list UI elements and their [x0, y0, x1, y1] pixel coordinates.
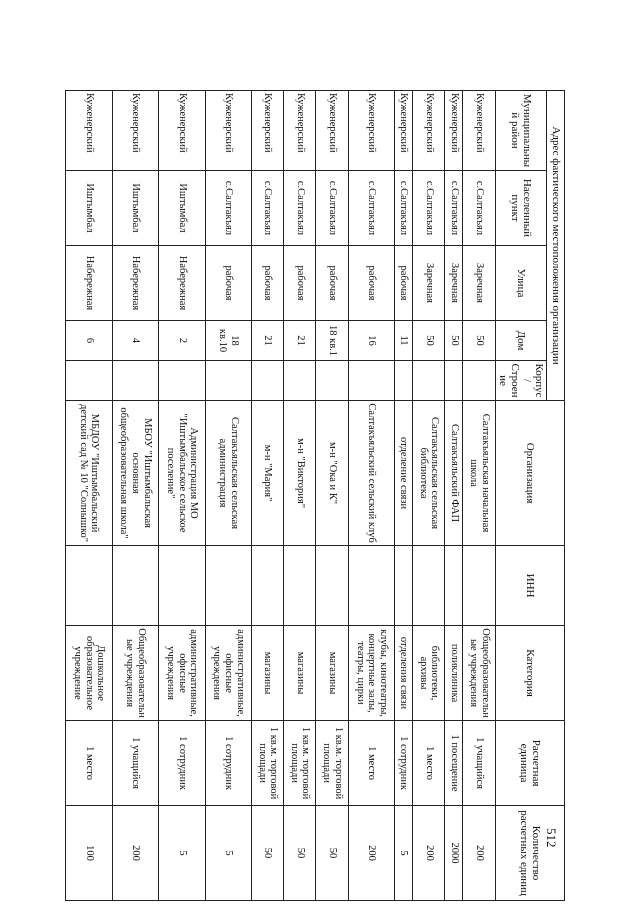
cell-building [445, 361, 463, 401]
cell-unit: 1 место [413, 721, 445, 806]
header-category: Категория [495, 626, 564, 721]
header-building: Корпус/Строение [495, 361, 546, 401]
cell-unit: 1 сотрудник [395, 721, 413, 806]
cell-inn [348, 546, 395, 626]
cell-house: 50 [413, 321, 445, 361]
cell-settlement: с.Салтакъял [205, 171, 252, 246]
cell-inn [112, 546, 159, 626]
cell-category: клубы, кинотеатры, концертные залы, театры, цирки [348, 626, 395, 721]
table-row [463, 91, 495, 901]
cell-count: 5 [395, 806, 413, 901]
cell-category: Дошкольное образовательное учреждение [66, 626, 113, 721]
cell-organization: Администрация МО "Иштымбальское сельское поселение" [159, 401, 206, 546]
cell-building [316, 361, 348, 401]
table-row [445, 91, 463, 901]
cell-street: рабочая [316, 246, 348, 321]
cell-unit: 1 учащийся [112, 721, 159, 806]
cell-inn [395, 546, 413, 626]
table-row [66, 91, 113, 901]
table-body [66, 91, 496, 901]
cell-count: 200 [463, 806, 495, 901]
cell-inn [316, 546, 348, 626]
cell-settlement: Иштымбал [159, 171, 206, 246]
cell-unit: 1 сотрудник [205, 721, 252, 806]
cell-organization: МБДОУ "Иштымбальский детский сад № 10 "Солнышко" [66, 401, 113, 546]
table-row [205, 91, 252, 901]
cell-unit: 1 кв.м. торговой площади [284, 721, 316, 806]
cell-street: рабочая [205, 246, 252, 321]
cell-district: Куженерский [413, 91, 445, 171]
cell-street: рабочая [284, 246, 316, 321]
cell-street: рабочая [348, 246, 395, 321]
header-street: Улица [495, 246, 546, 321]
cell-building [159, 361, 206, 401]
cell-district: Куженерский [395, 91, 413, 171]
cell-district: Куженерский [159, 91, 206, 171]
cell-street: Набережная [159, 246, 206, 321]
cell-inn [284, 546, 316, 626]
header-count: Количество расчетных единиц [495, 806, 564, 901]
cell-organization: Салтакъяльская начальная школа [463, 401, 495, 546]
cell-category: Общеобразовательные учреждения [463, 626, 495, 721]
cell-house: 21 [284, 321, 316, 361]
cell-unit: 1 кв.м. торговой площади [252, 721, 284, 806]
header-unit: Расчетная единица [495, 721, 564, 806]
cell-organization: МБОУ "Иштымбальская основная общеобразовательная школа" [112, 401, 159, 546]
cell-district: Куженерский [252, 91, 284, 171]
cell-district: Куженерский [348, 91, 395, 171]
cell-category: поликлиника [445, 626, 463, 721]
cell-street: Заречная [413, 246, 445, 321]
table-row [395, 91, 413, 901]
cell-count: 200 [112, 806, 159, 901]
cell-settlement: Иштымбал [112, 171, 159, 246]
cell-inn [205, 546, 252, 626]
table-row [159, 91, 206, 901]
cell-count: 200 [413, 806, 445, 901]
cell-district: Куженерский [284, 91, 316, 171]
cell-house: 4 [112, 321, 159, 361]
cell-district: Куженерский [445, 91, 463, 171]
table-row [413, 91, 445, 901]
cell-house: 16 [348, 321, 395, 361]
cell-unit: 1 место [66, 721, 113, 806]
cell-unit: 1 сотрудник [159, 721, 206, 806]
page-number: 512 [544, 828, 559, 848]
header-house: Дом [495, 321, 546, 361]
cell-count: 50 [284, 806, 316, 901]
cell-category: магазины [252, 626, 284, 721]
cell-count: 200 [348, 806, 395, 901]
cell-street: рабочая [252, 246, 284, 321]
cell-house: 18 кв.1 [316, 321, 348, 361]
cell-count: 2000 [445, 806, 463, 901]
cell-building [66, 361, 113, 401]
cell-settlement: Иштымбал [66, 171, 113, 246]
cell-district: Куженерский [66, 91, 113, 171]
header-district: Муниципальный район [495, 91, 546, 171]
table-row [284, 91, 316, 901]
cell-settlement: с.Салтакъял [395, 171, 413, 246]
cell-organization: Салтакъяльский ФАП [445, 401, 463, 546]
cell-category: административные, офисные учреждения [159, 626, 206, 721]
rotated-table-container [65, 90, 565, 900]
cell-unit: 1 место [348, 721, 395, 806]
cell-district: Куженерский [112, 91, 159, 171]
cell-inn [445, 546, 463, 626]
cell-district: Куженерский [316, 91, 348, 171]
cell-organization: Салтакъяльская сельская библиотека [413, 401, 445, 546]
header-settlement: Населенный пункт [495, 171, 546, 246]
cell-house: 50 [445, 321, 463, 361]
cell-settlement: с.Салтакъял [252, 171, 284, 246]
cell-building [112, 361, 159, 401]
cell-category: магазины [284, 626, 316, 721]
header-organization: Организация [495, 401, 564, 546]
cell-district: Куженерский [463, 91, 495, 171]
cell-building [413, 361, 445, 401]
header-inn: ИНН [495, 546, 564, 626]
cell-category: Общеобразовательные учреждения [112, 626, 159, 721]
cell-settlement: с.Салтакъял [413, 171, 445, 246]
cell-house: 21 [252, 321, 284, 361]
table-row [252, 91, 284, 901]
cell-settlement: с.Салтакъял [445, 171, 463, 246]
cell-organization: м-н "Виктория" [284, 401, 316, 546]
cell-inn [159, 546, 206, 626]
cell-settlement: с.Салтакъял [316, 171, 348, 246]
cell-district: Куженерский [205, 91, 252, 171]
cell-count: 5 [205, 806, 252, 901]
cell-building [205, 361, 252, 401]
cell-house: 11 [395, 321, 413, 361]
cell-street: Набережная [66, 246, 113, 321]
cell-category: отделения связи [395, 626, 413, 721]
cell-category: административные, офисные учреждения [205, 626, 252, 721]
table-row [348, 91, 395, 901]
cell-house: 2 [159, 321, 206, 361]
cell-organization: м-н "Мария" [252, 401, 284, 546]
cell-street: Набережная [112, 246, 159, 321]
cell-unit: 1 посещение [445, 721, 463, 806]
cell-house: 6 [66, 321, 113, 361]
cell-count: 50 [252, 806, 284, 901]
table-row [316, 91, 348, 901]
cell-settlement: с.Салтакъял [463, 171, 495, 246]
cell-category: библиотеки, архивы [413, 626, 445, 721]
cell-organization: Салтакъяльская сельская администрация [205, 401, 252, 546]
cell-count: 50 [316, 806, 348, 901]
group-header: Адрес фактического местоположения организации [547, 91, 565, 401]
cell-organization: Салтакъяльский сельский клуб [348, 401, 395, 546]
cell-count: 5 [159, 806, 206, 901]
cell-house: 18 кв.10 [205, 321, 252, 361]
cell-building [252, 361, 284, 401]
cell-inn [413, 546, 445, 626]
cell-unit: 1 кв.м. торговой площади [316, 721, 348, 806]
cell-street: рабочая [395, 246, 413, 321]
cell-inn [463, 546, 495, 626]
cell-inn [252, 546, 284, 626]
cell-organization: м-н "Ока и К" [316, 401, 348, 546]
cell-settlement: с.Салтакъял [348, 171, 395, 246]
cell-organization: отделение связи [395, 401, 413, 546]
cell-count: 100 [66, 806, 113, 901]
cell-building [348, 361, 395, 401]
cell-street: Заречная [463, 246, 495, 321]
cell-building [284, 361, 316, 401]
cell-building [395, 361, 413, 401]
cell-category: магазины [316, 626, 348, 721]
cell-unit: 1 учащийся [463, 721, 495, 806]
cell-settlement: с.Салтакъял [284, 171, 316, 246]
cell-building [463, 361, 495, 401]
cell-street: Заречная [445, 246, 463, 321]
organizations-table [65, 90, 565, 901]
cell-inn [66, 546, 113, 626]
cell-house: 50 [463, 321, 495, 361]
table-row [112, 91, 159, 901]
